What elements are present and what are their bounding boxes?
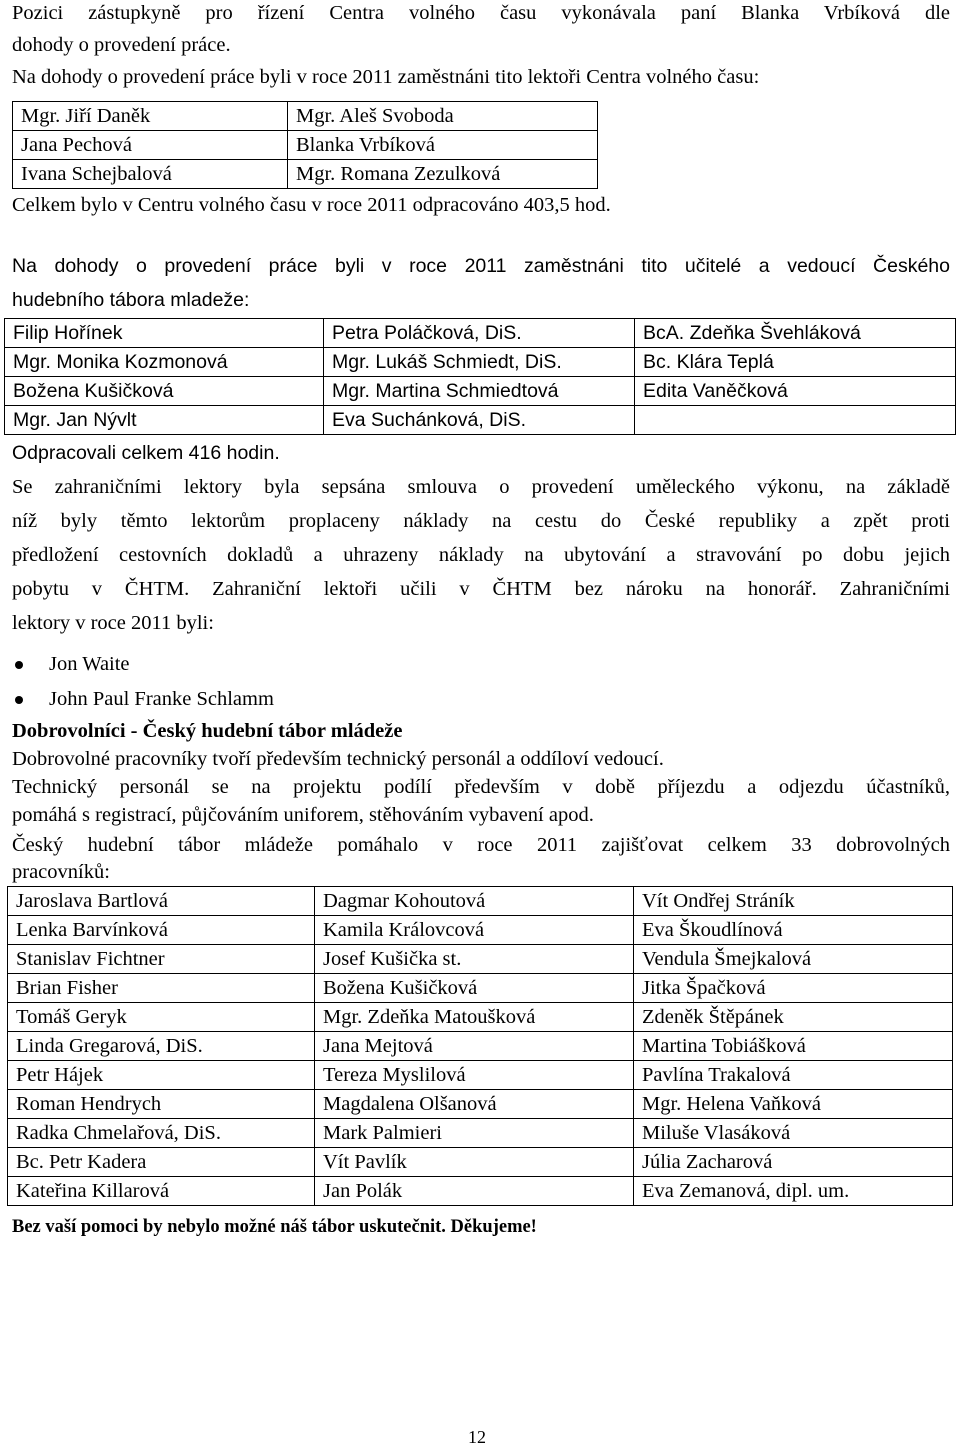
table-row	[5, 319, 956, 348]
table-cell: Mgr. Monika Kozmonová	[5, 348, 324, 377]
page-number: 12	[468, 1427, 486, 1447]
camp-intro-line: Na dohody o provedení práce byli v roce 2011 zaměstnáni tito učitelé a vedoucí Českého	[12, 255, 950, 277]
table-cell: Vít Pavlík	[315, 1148, 634, 1177]
table-cell: Jan Polák	[315, 1177, 634, 1206]
table-cell: Božena Kušičková	[315, 974, 634, 1003]
table-row	[13, 102, 598, 131]
table-cell: Pavlína Trakalová	[634, 1061, 953, 1090]
table-cell: Brian Fisher	[8, 974, 315, 1003]
intro-line: dohody o provedení práce.	[12, 34, 231, 56]
volunteers-line: pomáhá s registrací, půjčováním uniforem, stěhováním vybavení apod.	[12, 804, 594, 826]
table-cell: Ivana Schejbalová	[13, 160, 288, 189]
camp-total-text: Odpracovali celkem 416 hodin.	[12, 442, 280, 464]
centre-total-text: Celkem bylo v Centru volného času v roce 2011 odpracováno 403,5 hod.	[12, 194, 611, 216]
table-cell: Mgr. Aleš Svoboda	[288, 102, 598, 131]
table-row	[8, 1119, 953, 1148]
table-cell: Magdalena Olšanová	[315, 1090, 634, 1119]
camp-intro-line: hudebního tábora mladeže:	[12, 289, 250, 311]
volunteers-line: pracovníků:	[12, 861, 110, 883]
table-cell: Mgr. Jan Nývlt	[5, 406, 324, 435]
table-cell: Filip Hořínek	[5, 319, 324, 348]
table-cell: Vít Ondřej Stráník	[634, 887, 953, 916]
table-cell	[635, 406, 956, 435]
table-cell: Eva Zemanová, dipl. um.	[634, 1177, 953, 1206]
table-cell: Mgr. Martina Schmiedtová	[324, 377, 635, 406]
intro-line: Na dohody o provedení práce byli v roce 2011 zaměstnáni tito lektoři Centra volného času:	[12, 66, 760, 88]
table-row	[8, 974, 953, 1003]
table-cell: Bc. Klára Teplá	[635, 348, 956, 377]
table-cell: Radka Chmelařová, DiS.	[8, 1119, 315, 1148]
table-cell: Linda Gregarová, DiS.	[8, 1032, 315, 1061]
table-row	[8, 887, 953, 916]
table-row	[8, 945, 953, 974]
table-cell: BcA. Zdeňka Švehláková	[635, 319, 956, 348]
centre-lecturers-table	[12, 101, 598, 189]
table-cell: Roman Hendrych	[8, 1090, 315, 1119]
table-cell: Petr Hájek	[8, 1061, 315, 1090]
table-cell: Tereza Myslilová	[315, 1061, 634, 1090]
table-cell: Kamila Královcová	[315, 916, 634, 945]
table-cell: Edita Vaněčková	[635, 377, 956, 406]
bullet-icon	[15, 661, 23, 669]
table-cell: Vendula Šmejkalová	[634, 945, 953, 974]
table-row	[5, 377, 956, 406]
volunteers-line: Technický personál se na projektu podílí především v době příjezdu a odjezdu účastníků,	[12, 776, 950, 798]
bullet-icon	[15, 696, 23, 704]
table-cell: Martina Tobiášková	[634, 1032, 953, 1061]
table-cell: Kateřina Killarová	[8, 1177, 315, 1206]
table-row	[5, 348, 956, 377]
table-row	[13, 131, 598, 160]
table-row	[8, 1148, 953, 1177]
volunteers-line: Český hudební tábor mládeže pomáhalo v roce 2011 zajišťovat celkem 33 dobrovolných	[12, 834, 950, 856]
camp-teachers-table	[4, 318, 956, 435]
table-cell: Stanislav Fichtner	[8, 945, 315, 974]
table-cell: Bc. Petr Kadera	[8, 1148, 315, 1177]
volunteers-heading: Dobrovolníci - Český hudební tábor mládeže	[12, 720, 403, 742]
volunteers-table	[7, 886, 953, 1206]
table-cell: Eva Suchánková, DiS.	[324, 406, 635, 435]
table-cell: Jana Mejtová	[315, 1032, 634, 1061]
table-cell: Mgr. Helena Vaňková	[634, 1090, 953, 1119]
table-cell: Dagmar Kohoutová	[315, 887, 634, 916]
list-item-label: John Paul Franke Schlamm	[49, 688, 274, 710]
table-cell: Mark Palmieri	[315, 1119, 634, 1148]
intro-line: Pozici zástupkyně pro řízení Centra volného času vykonávala paní Blanka Vrbíková dle	[12, 2, 950, 24]
table-cell: Jitka Špačková	[634, 974, 953, 1003]
table-cell: Mgr. Zdeňka Matoušková	[315, 1003, 634, 1032]
table-cell: Júlia Zacharová	[634, 1148, 953, 1177]
table-cell: Eva Škoudlínová	[634, 916, 953, 945]
foreign-line: níž byly těmto lektorům proplaceny náklady na cestu do České republiky a zpět proti	[12, 510, 950, 532]
table-cell: Jana Pechová	[13, 131, 288, 160]
table-row	[13, 160, 598, 189]
table-cell: Mgr. Romana Zezulková	[288, 160, 598, 189]
table-row	[8, 1003, 953, 1032]
table-cell: Blanka Vrbíková	[288, 131, 598, 160]
table-row	[8, 1090, 953, 1119]
table-cell: Josef Kušička st.	[315, 945, 634, 974]
table-row	[8, 1032, 953, 1061]
table-cell: Mgr. Lukáš Schmiedt, DiS.	[324, 348, 635, 377]
foreign-line: Se zahraničními lektory byla sepsána smlouva o provedení uměleckého výkonu, na základě	[12, 476, 950, 498]
table-cell: Jaroslava Bartlová	[8, 887, 315, 916]
list-item-label: Jon Waite	[49, 653, 130, 675]
foreign-lecturers-list	[12, 647, 274, 717]
table-cell: Mgr. Jiří Daněk	[13, 102, 288, 131]
foreign-line: lektory v roce 2011 byli:	[12, 612, 214, 634]
table-row	[8, 916, 953, 945]
table-row	[8, 1061, 953, 1090]
table-cell: Božena Kušičková	[5, 377, 324, 406]
table-cell: Zdeněk Štěpánek	[634, 1003, 953, 1032]
thanks-text: Bez vaší pomoci by nebylo možné náš tábor uskutečnit. Děkujeme!	[12, 1217, 537, 1237]
foreign-line: pobytu v ČHTM. Zahraniční lektoři učili v ČHTM bez nároku na honorář. Zahraničními	[12, 578, 950, 600]
list-item	[12, 647, 274, 682]
list-item	[12, 682, 274, 717]
table-cell: Petra Poláčková, DiS.	[324, 319, 635, 348]
table-cell: Lenka Barvínková	[8, 916, 315, 945]
table-cell: Miluše Vlasáková	[634, 1119, 953, 1148]
foreign-line: předložení cestovních dokladů a uhrazeny náklady na ubytování a stravování po dobu jejich	[12, 544, 950, 566]
table-cell: Tomáš Geryk	[8, 1003, 315, 1032]
table-row	[8, 1177, 953, 1206]
table-row	[5, 406, 956, 435]
volunteers-line: Dobrovolné pracovníky tvoří především technický personál a oddíloví vedoucí.	[12, 748, 664, 770]
